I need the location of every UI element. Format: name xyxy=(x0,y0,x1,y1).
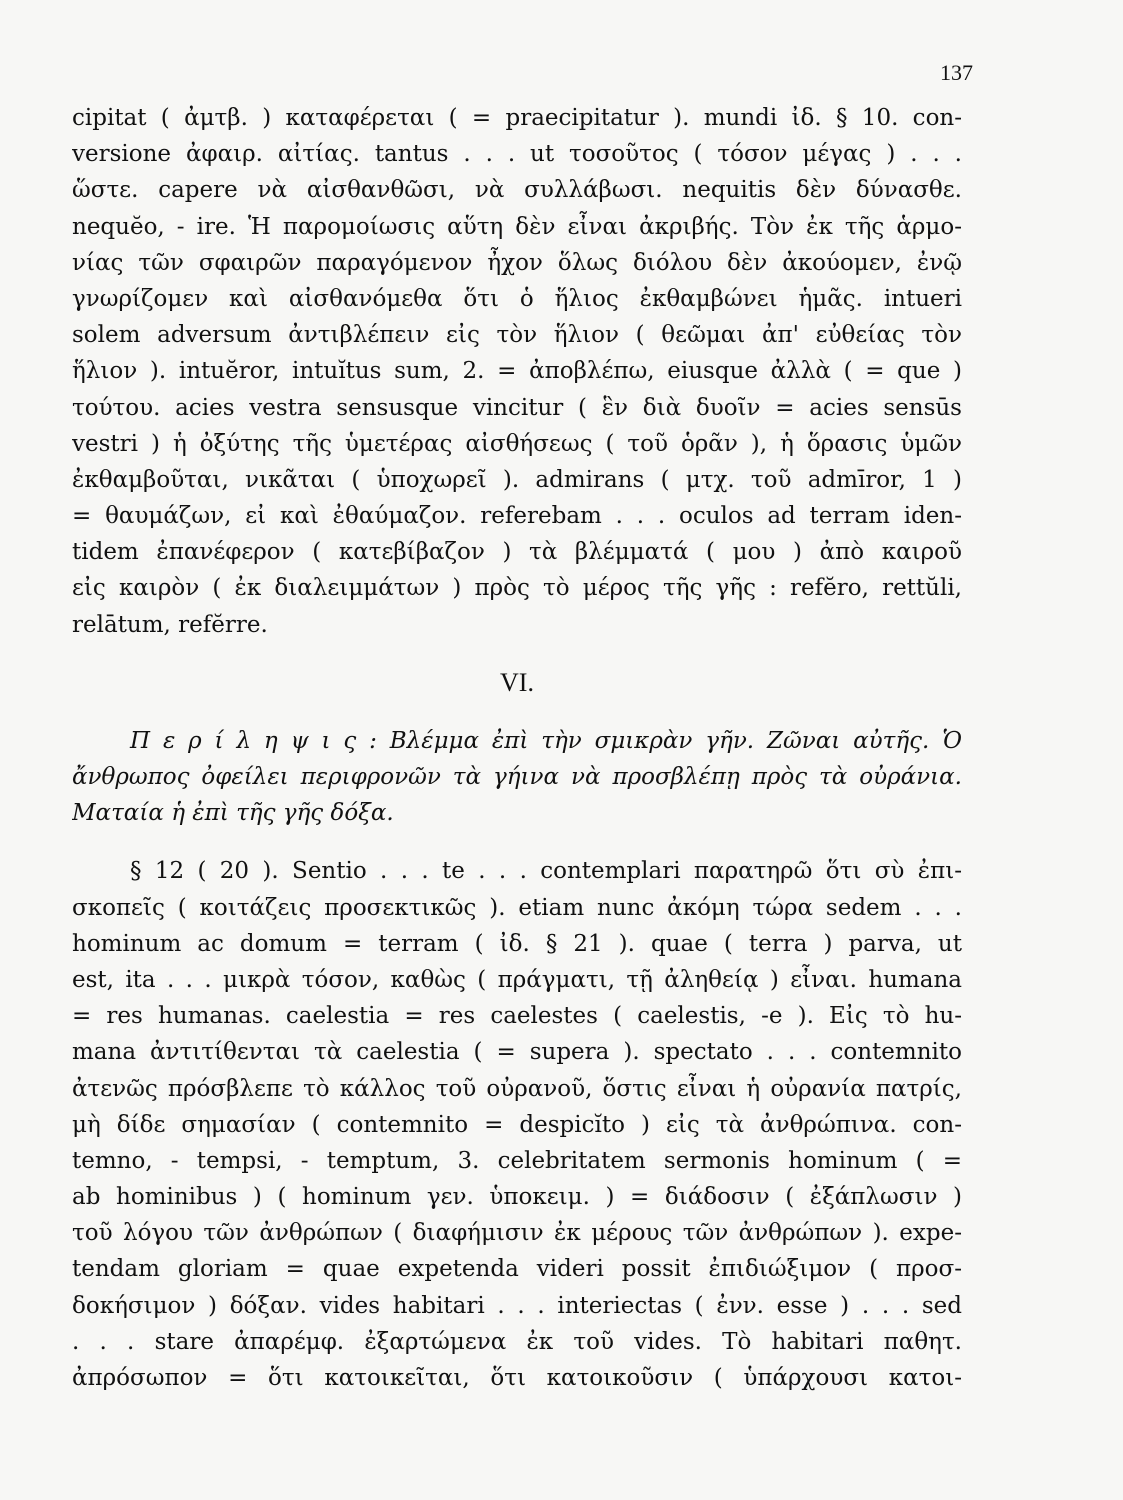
text-line: ἥλιον ). intuĕror, intuĭtus sum, 2. = ἀποβλέπω, eiusque ἀλλὰ ( = que ) xyxy=(72,358,962,385)
text-line: versione ἀφαιρ. αἰτίας. tantus . . . ut τοσοῦτος ( τόσον μέγας ) . . . xyxy=(72,141,962,168)
text-line: . . . stare ἀπαρέμφ. ἐξαρτώμενα ἐκ τοῦ vides. Τὸ habitari παθητ. xyxy=(72,1328,962,1355)
paragraph-2 xyxy=(72,853,962,1396)
text-line: § 12 ( 20 ). Sentio . . . te . . . contemplari παρατηρῶ ὅτι σὺ ἐπι- xyxy=(130,858,962,885)
text-line: = θαυμάζων, εἰ καὶ ἐθαύμαζον. referebam . . . oculos ad terram iden- xyxy=(72,503,962,530)
text-line: Π ε ρ ί λ η ψ ι ς : Βλέμμα ἐπὶ τὴν σμικρὰν γῆν. Ζῶναι αὐτῆς. Ὁ xyxy=(130,727,962,754)
text-line: vestri ) ἡ ὀξύτης τῆς ὑμετέρας αἰσθήσεως ( τοῦ ὁρᾶν ), ἡ ὅρασις ὑμῶν xyxy=(72,430,962,457)
text-line: ὥστε. capere νὰ αἰσθανθῶσι, νὰ συλλάβωσι. nequitis δὲν δύνασθε. xyxy=(72,177,962,204)
text-line: relātum, refĕrre. xyxy=(72,611,268,638)
section-heading: VI. xyxy=(500,667,534,697)
text-line: temno, - tempsi, - temptum, 3. celebritatem sermonis hominum ( = xyxy=(72,1147,962,1174)
text-line: ἐκθαμβοῦται, νικᾶται ( ὑποχωρεῖ ). admirans ( μτχ. τοῦ admīror, 1 ) xyxy=(72,466,962,493)
text-line: ἄνθρωπος ὀφείλει περιφρονῶν τὰ γήινα νὰ προσβλέπῃ πρὸς τὰ οὐράνια. xyxy=(72,764,962,790)
text-line: hominum ac domum = terram ( ἰδ. § 21 ). quae ( terra ) parva, ut xyxy=(72,930,962,957)
text-line: nequĕo, - ire. Ἡ παρομοίωσις αὕτη δὲν εἶναι ἀκριβής. Τὸν ἐκ τῆς ἁρμο- xyxy=(72,213,962,240)
summary-paragraph xyxy=(72,723,962,832)
text-line: tendam gloriam = quae expetenda videri possit ἐπιδιώξιμον ( προσ- xyxy=(72,1256,962,1283)
text-line: σκοπεῖς ( κοιτάζεις προσεκτικῶς ). etiam nunc ἀκόμη τώρα sedem . . . xyxy=(72,894,962,921)
text-line: mana ἀντιτίθενται τὰ caelestia ( = supera ). spectato . . . contemnito xyxy=(72,1039,962,1066)
text-line: μὴ δίδε σημασίαν ( contemnito = despicĭto ) εἰς τὰ ἀνθρώπινα. con- xyxy=(72,1111,962,1138)
text-line: cipitat ( ἀμτβ. ) καταφέρεται ( = praecipitatur ). mundi ἰδ. § 10. con- xyxy=(72,105,962,131)
paragraph-1 xyxy=(72,100,962,643)
text-line: ἀπρόσωπον = ὅτι κατοικεῖται, ὅτι κατοικοῦσιν ( ὑπάρχουσι κατοι- xyxy=(72,1365,962,1391)
text-line: = res humanas. caelestia = res caelestes ( caelestis, -e ). Εἰς τὸ hu- xyxy=(72,1003,962,1030)
text-line: εἰς καιρὸν ( ἐκ διαλειμμάτων ) πρὸς τὸ μέρος τῆς γῆς : refĕro, rettŭli, xyxy=(72,575,962,602)
text-line: ab hominibus ) ( hominum γεν. ὑποκειμ. ) = διάδοσιν ( ἐξάπλωσιν ) xyxy=(72,1184,962,1211)
text-line: νίας τῶν σφαιρῶν παραγόμενον ἦχον ὅλως διόλου δὲν ἀκούομεν, ἐνῷ xyxy=(72,249,962,276)
text-line: δοκήσιμον ) δόξαν. vides habitari . . . interiectas ( ἐνν. esse ) . . . sed xyxy=(72,1292,962,1319)
text-line: γνωρίζομεν καὶ αἰσθανόμεθα ὅτι ὁ ἥλιος ἐκθαμβώνει ἡμᾶς. intueri xyxy=(72,285,962,312)
text-line: Ματαία ἡ ἐπὶ τῆς γῆς δόξα. xyxy=(72,800,394,827)
page-body xyxy=(72,100,962,1396)
text-line: solem adversum ἀντιβλέπειν εἰς τὸν ἥλιον ( θεῶμαι ἀπ' εὐθείας τὸν xyxy=(72,322,962,349)
page-number: 137 xyxy=(940,60,973,85)
text-line: ἀτενῶς πρόσβλεπε τὸ κάλλος τοῦ οὐρανοῦ, ὅστις εἶναι ἡ οὐρανία πατρίς, xyxy=(72,1075,962,1102)
text-line: tidem ἐπανέφερον ( κατεβίβαζον ) τὰ βλέμματά ( μου ) ἀπὸ καιροῦ xyxy=(72,539,962,566)
text-line: est, ita . . . μικρὰ τόσον, καθὼς ( πράγματι, τῇ ἀληθείᾳ ) εἶναι. humana xyxy=(72,966,962,993)
text-line: τούτου. acies vestra sensusque vincitur ( ἓν διὰ δυοῖν = acies sensūs xyxy=(72,394,962,421)
text-line: τοῦ λόγου τῶν ἀνθρώπων ( διαφήμισιν ἐκ μέρους τῶν ἀνθρώπων ). expe- xyxy=(72,1220,962,1247)
paragraph-gap xyxy=(72,831,962,853)
